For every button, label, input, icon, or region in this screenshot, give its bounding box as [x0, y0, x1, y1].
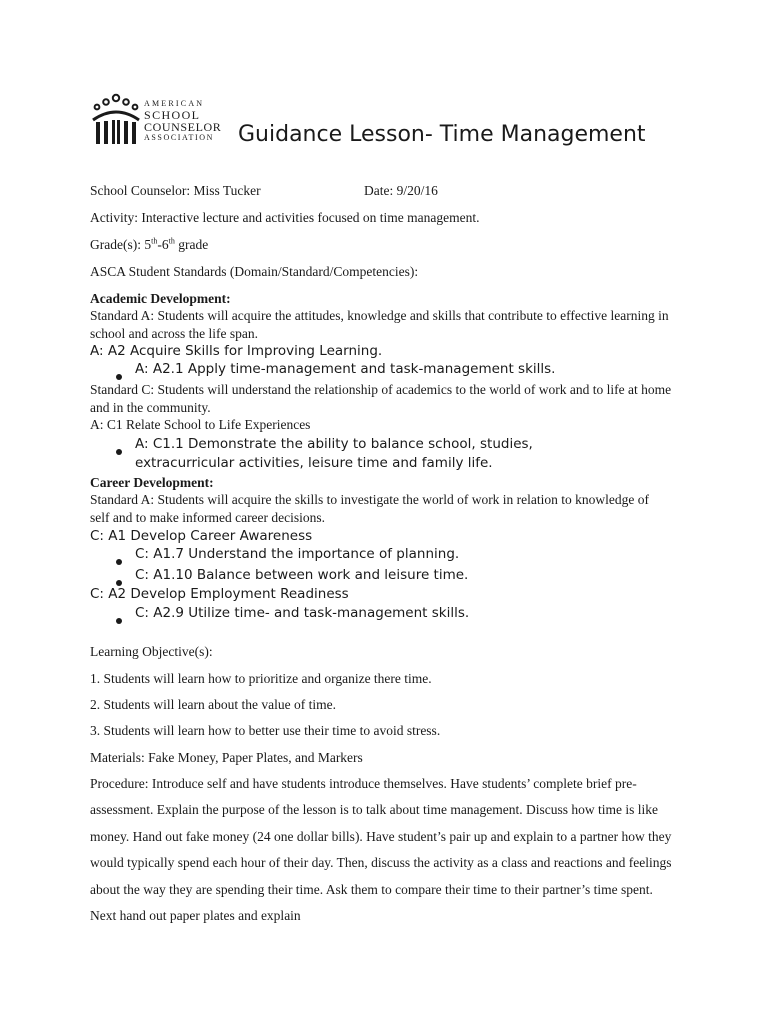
bullet-icon — [116, 611, 122, 629]
grade-prefix: Grade(s): 5 — [90, 237, 152, 252]
grade-suffix: grade — [174, 237, 209, 252]
academic-heading: Academic Development: — [90, 291, 231, 306]
objectives-heading: Learning Objective(s): — [90, 644, 213, 659]
logo-text-line4: ASSOCIATION — [144, 133, 215, 142]
career-a1-7: C: A1.7 Understand the importance of planning. — [135, 546, 460, 562]
career-a1-10: C: A1.10 Balance between work and leisure time. — [135, 567, 469, 583]
academic-a2-1: A: A2.1 Apply time-management and task-management skills. — [135, 361, 556, 377]
grade-sup-1: th — [151, 236, 158, 246]
academic-a2: A: A2 Acquire Skills for Improving Learning. — [90, 343, 383, 359]
bullet-icon — [116, 552, 122, 570]
grade-sup-2: th — [168, 236, 175, 246]
standards-heading: ASCA Student Standards (Domain/Standard/Competencies): — [90, 264, 419, 279]
procedure-text: Procedure: Introduce self and have students introduce themselves. Have students’ complete brief pre-assessment. Explain the purpose of the lesson is to talk about time management. Discuss how time is like money. Hand out fake money (24 one dollar bills). Have student’s pair up and explain to a partner how they would typically spend each hour of their day. Then, discuss the activity as a class and reactions and feelings about the way they are spending their time. Ask them to compare their time to their partner’s time spent. Next hand out paper plates and explain — [90, 776, 672, 924]
objective-item: 1. Students will learn how to prioritize and organize there time. — [90, 671, 432, 686]
objective-item: 3. Students will learn how to better use their time to avoid stress. — [90, 723, 441, 738]
logo-text-line1: AMERICAN — [144, 99, 205, 108]
career-a1: C: A1 Develop Career Awareness — [90, 528, 313, 544]
counselor-name: School Counselor: Miss Tucker — [90, 183, 261, 198]
academic-c1: A: C1 Relate School to Life Experiences — [90, 417, 311, 432]
logo-text-line3: COUNSELOR — [144, 120, 222, 134]
academic-standard-c: Standard C: Students will understand the relationship of academics to the world of work and to life at home and in the community. — [90, 382, 672, 415]
objective-item: 2. Students will learn about the value of time. — [90, 697, 336, 712]
logo-text-line2: SCHOOL — [144, 108, 201, 122]
page-title: Guidance Lesson- Time Management — [238, 122, 646, 147]
materials-list: Materials: Fake Money, Paper Plates, and Markers — [90, 750, 363, 765]
academic-c1-1: A: C1.1 Demonstrate the ability to balance school, studies, extracurricular activities, leisure time and family life. — [135, 436, 533, 471]
career-a2: C: A2 Develop Employment Readiness — [90, 586, 349, 602]
career-heading: Career Development: — [90, 475, 214, 490]
academic-standard-a: Standard A: Students will acquire the attitudes, knowledge and skills that contribute to effective learning in school and across the life span. — [90, 308, 669, 341]
career-a2-9: C: A2.9 Utilize time- and task-management skills. — [135, 605, 470, 621]
grade-levels — [90, 237, 208, 253]
grade-mid: -6 — [157, 237, 169, 252]
asca-logo — [90, 92, 226, 148]
career-standard-a: Standard A: Students will acquire the skills to investigate the world of work in relation to knowledge of self and to make informed career decisions. — [90, 492, 650, 525]
asca-logo-icon — [90, 92, 142, 148]
activity-description: Activity: Interactive lecture and activities focused on time management. — [90, 210, 480, 225]
bullet-icon — [116, 442, 122, 460]
lesson-date: Date: 9/20/16 — [364, 183, 438, 198]
